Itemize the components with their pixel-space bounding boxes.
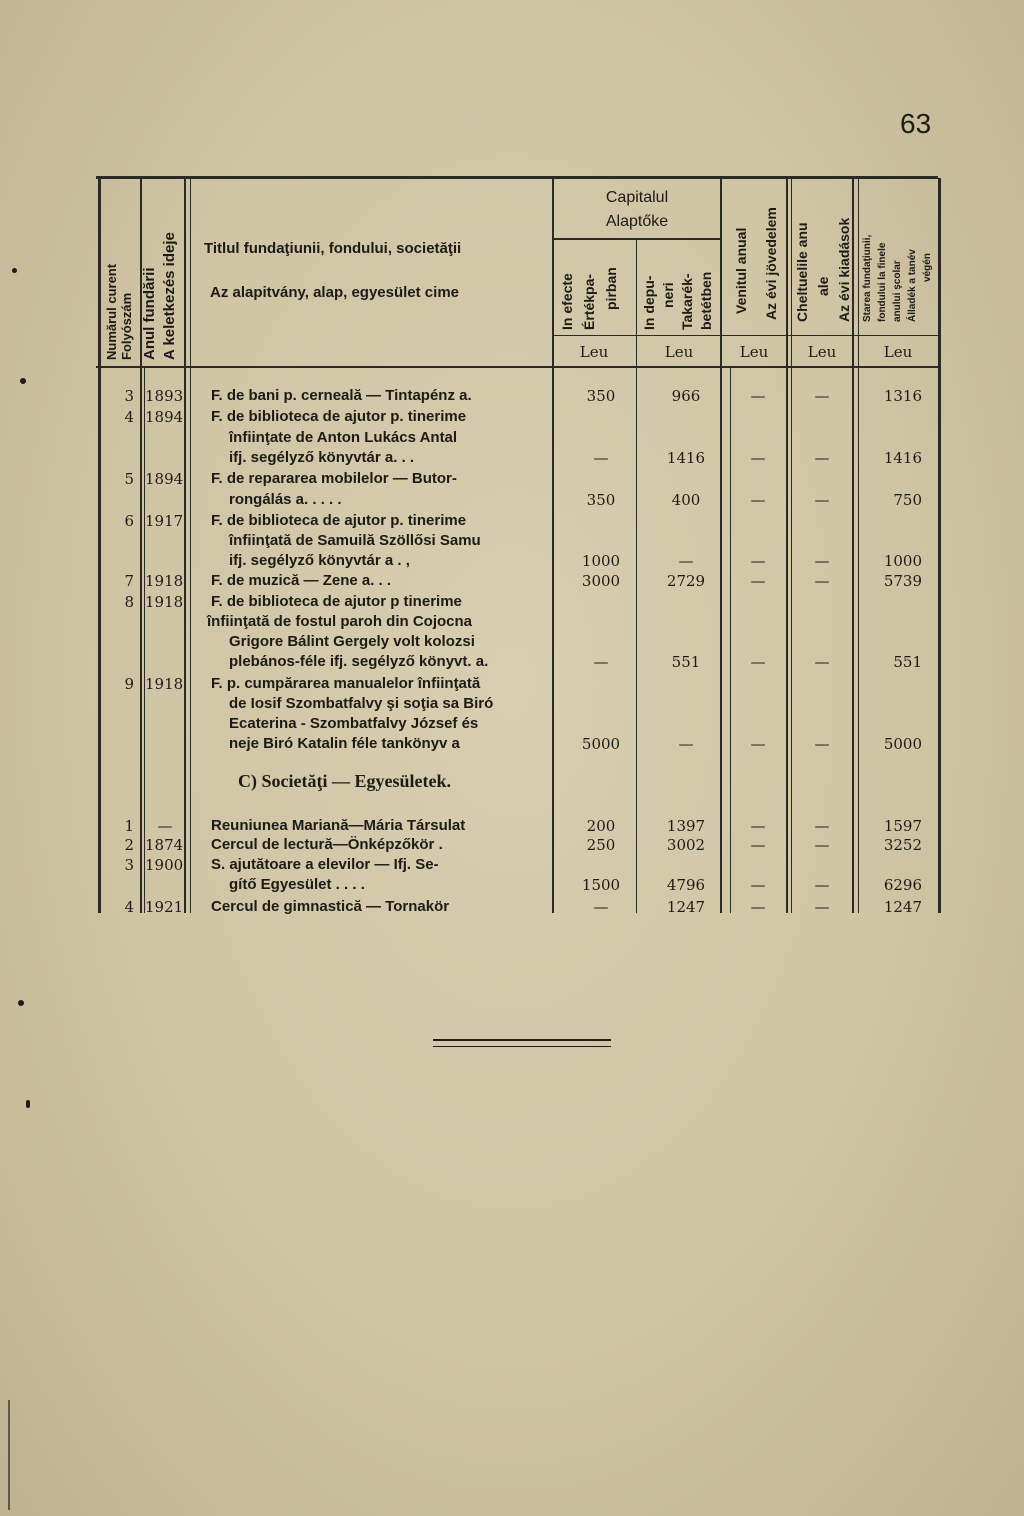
header-year: Anul fundării A keletkezés ideje [141, 232, 178, 360]
row-nr: 7 [124, 572, 134, 590]
row-title-line: ifj. segélyző könyvtár a. . . [229, 449, 415, 466]
row-title-line: F. de biblioteca de ajutor p. tinerime [211, 512, 467, 529]
row-nr: 3 [124, 387, 134, 405]
row-deposits: 966 [671, 387, 701, 405]
row-expense: — [814, 491, 830, 509]
row-effects: 1000 [581, 552, 621, 570]
row-nr: 3 [124, 856, 134, 874]
row-income: — [750, 836, 766, 854]
row-title-line: neje Biró Katalin féle tankönyv a [229, 735, 460, 752]
row-title-line: plebános-féle ifj. segélyző könyvt. a. [229, 653, 489, 670]
row-income: — [750, 387, 766, 405]
row-expense: — [814, 552, 830, 570]
row-expense: — [814, 817, 830, 835]
row-title-line: F. de bani p. cerneală — Tintapénz a. [211, 387, 472, 404]
header-deposits: In depu- neri Takarék- betétben [641, 271, 714, 330]
unit-income: Leu [739, 343, 769, 361]
row-nr: 4 [124, 408, 134, 426]
row-effects: 350 [586, 491, 616, 509]
header-expense: Cheltuelile anu ale Az évi kiadások [794, 217, 852, 322]
row-title-line: Grigore Bálint Gergely volt kolozsi [229, 633, 475, 650]
col-line-8 [786, 178, 788, 913]
row-title-line: F. de biblioteca de ajutor p. tinerime [211, 408, 467, 425]
col-line-1 [98, 178, 101, 913]
col-line-3b [190, 178, 191, 913]
row-title-line: înfiinţate de Anton Lukács Antal [229, 429, 458, 446]
row-title-line: S. ajutătoare a elevilor — Ifj. Se- [211, 856, 439, 873]
row-title-line: F. de biblioteca de ajutor p tinerime [211, 593, 462, 610]
row-title-line: Cercul de lectură—Önképzőkör . [211, 836, 443, 853]
header-capital: Capitalul Alaptőke [605, 189, 669, 230]
row-title-line: F. de muzică — Zene a. . . [211, 572, 392, 589]
row-nr: 4 [124, 898, 134, 916]
row-state: 1247 [883, 898, 922, 916]
row-nr: 2 [124, 836, 134, 854]
row-effects: 250 [586, 836, 616, 854]
row-income: — [750, 449, 766, 467]
row-effects: 1500 [581, 876, 621, 894]
row-title-line: Reuniunea Mariană—Mária Társulat [211, 817, 466, 834]
row-income: — [750, 898, 766, 916]
row-state: 3252 [883, 836, 922, 854]
row-state: 1000 [883, 552, 922, 570]
row-deposits: 2729 [666, 572, 706, 590]
row-expense: — [814, 572, 830, 590]
col-line-9b [858, 178, 859, 913]
row-expense: — [814, 387, 830, 405]
row-title-line: de Iosif Szombatfalvy şi soţia sa Biró [229, 695, 494, 712]
row-deposits: — [678, 735, 694, 753]
row-effects: — [593, 898, 609, 916]
row-state: 750 [893, 491, 922, 509]
end-rule-bottom [433, 1046, 611, 1047]
row-effects: 3000 [581, 572, 621, 590]
header-title-ro: Titlul fundaţiunii, fondului, societăţii [204, 240, 462, 257]
row-title-line: gítő Egyesület . . . . [229, 876, 365, 893]
row-income: — [750, 876, 766, 894]
row-expense: — [814, 653, 830, 671]
row-deposits: 400 [671, 491, 701, 509]
row-income: — [750, 653, 766, 671]
row-state: 6296 [883, 876, 922, 894]
scan-speck [26, 1100, 30, 1108]
row-year: 1918 [145, 593, 184, 611]
page-number: 63 [900, 108, 932, 139]
scan-speck [12, 268, 17, 273]
row-nr: 5 [124, 470, 134, 488]
row-title-line: F. de repararea mobilelor — Butor- [211, 470, 457, 487]
row-title-line: ifj. segélyző könyvtár a . , [229, 552, 410, 569]
row-nr: 9 [124, 675, 134, 693]
scan-speck [18, 1000, 24, 1006]
row-expense: — [814, 876, 830, 894]
header-title-hu: Az alapitvány, alap, egyesület cime [210, 284, 459, 301]
section-title: C) Societăţi — Egyesületek. [238, 771, 451, 791]
row-title-line: înfiinţată de Samuilă Szöllősi Samu [229, 532, 481, 549]
row-deposits: 1397 [666, 817, 706, 835]
row-year: 1918 [145, 572, 184, 590]
row-effects: 350 [586, 387, 616, 405]
row-deposits: — [678, 552, 694, 570]
unit-effects: Leu [579, 343, 609, 361]
row-deposits: 1416 [666, 449, 706, 467]
scan-edge [8, 1400, 10, 1510]
header-nr: Numărul curent Folyószám [104, 263, 134, 360]
col-line-4 [552, 178, 554, 913]
row-year: — [157, 817, 173, 835]
scan-speck [20, 378, 26, 384]
row-nr: 6 [124, 512, 134, 530]
row-state: 5739 [883, 572, 922, 590]
row-year: 1894 [145, 470, 184, 488]
row-deposits: 4796 [666, 876, 706, 894]
row-expense: — [814, 836, 830, 854]
row-title-line: înfiinţată de fostul paroh din Cojocna [207, 613, 472, 630]
row-expense: — [814, 449, 830, 467]
row-state: 5000 [883, 735, 922, 753]
row-deposits: 551 [671, 653, 701, 671]
row-income: — [750, 491, 766, 509]
row-year: 1917 [145, 512, 184, 530]
row-income: — [750, 552, 766, 570]
row-title-line: F. p. cumpărarea manualelor înfiinţată [211, 675, 481, 692]
row-title-line: Ecaterina - Szombatfalvy József és [229, 715, 479, 732]
unit-deposits: Leu [664, 343, 694, 361]
row-expense: — [814, 735, 830, 753]
col-line-3 [184, 178, 186, 913]
header-income: Venitul anual Az évi jövedelem [733, 207, 779, 320]
header-effects: In efecte Értékpa- pirban [559, 267, 619, 330]
unit-row-rule [552, 335, 938, 336]
row-effects: 200 [586, 817, 616, 835]
row-income: — [750, 817, 766, 835]
row-state: 551 [893, 653, 922, 671]
header-bottom-rule [96, 366, 938, 368]
row-state: 1597 [883, 817, 922, 835]
row-state: 1316 [883, 387, 922, 405]
col-line-6 [720, 178, 722, 913]
row-year: 1874 [145, 836, 184, 854]
unit-expense: Leu [807, 343, 837, 361]
col-line-10 [938, 178, 941, 913]
row-state: 1416 [883, 449, 922, 467]
row-title-line: rongálás a. . . . . [229, 491, 342, 508]
end-rule-top [433, 1039, 611, 1041]
unit-state: Leu [883, 343, 913, 361]
row-effects: — [593, 449, 609, 467]
row-year: 1918 [145, 675, 184, 693]
row-year: 1894 [145, 408, 184, 426]
table-top-rule [96, 176, 938, 179]
header-state: Starea fundaţiunii, fondului la finele anului şcolar Álladék a tanév végén [862, 234, 933, 322]
row-nr: 1 [124, 817, 134, 835]
row-year: 1921 [145, 898, 184, 916]
row-effects: 5000 [581, 735, 621, 753]
row-income: — [750, 572, 766, 590]
row-year: 1900 [145, 856, 184, 874]
row-effects: — [593, 653, 609, 671]
row-year: 1893 [145, 387, 184, 405]
row-deposits: 1247 [666, 898, 706, 916]
row-nr: 8 [124, 593, 134, 611]
row-expense: — [814, 898, 830, 916]
row-income: — [750, 735, 766, 753]
row-deposits: 3002 [666, 836, 706, 854]
row-title-line: Cercul de gimnastică — Tornakör [211, 898, 450, 915]
